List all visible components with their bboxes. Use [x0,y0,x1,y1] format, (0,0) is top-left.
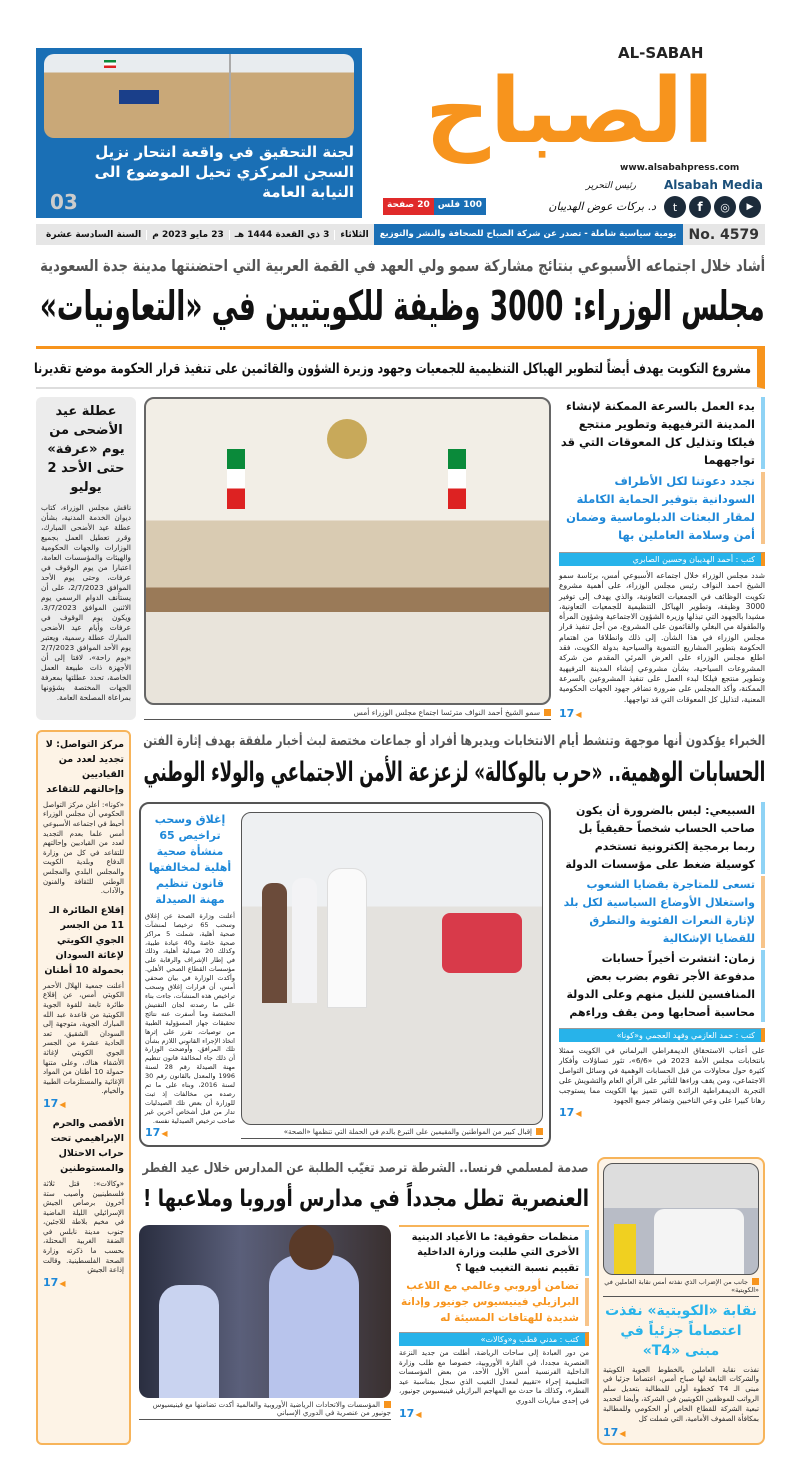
racism-kicker: صدمة لمسلمي فرنسا.. الشرطة ترصد تغيّب الطلبة عن المدارس خلال عيد الفطر [142,1160,589,1176]
cabinet-photo-caption: سمو الشيخ أحمد النواف مترئسا اجتماع مجلس الوزراء أمس [144,708,551,720]
racism-byline: كتب : مدني قطب و«وكالات» [399,1332,589,1346]
holiday-headline[interactable]: عطلة عيد الأضحى من يوم «عرفة» حتى الأحد 2 يوليو [47,404,125,495]
logo-en: AL-SABAH [618,44,704,62]
social-icons [664,196,761,218]
facebook-icon[interactable]: f [689,196,711,218]
racism-main [139,1157,589,1446]
racism-ref[interactable]: 17 ◀ [399,1407,589,1420]
sidebar-item1-body: «كونا»: أعلن مركز التواصل الحكومي أن مجلس الوزراء أحيط في اجتماعه الأسبوعي أمس علما بعدم التجديد لعدد من القياديين وإحالتهم للتقاعد في كل من وزارة الدفاع وبلدية الكويت والمجلس البلدي والمجلس الوطني للثقافة والفنون والآداب. [43,800,124,896]
price: 100 فلس [434,198,486,215]
lead-row [36,397,765,720]
fake-headline-wrap [139,751,765,798]
holiday-body: ناقش مجلس الوزراء، كتاب ديوان الخدمة المدنية، بشأن عطلة عيد الأضحى المبارك، وقرر تعطيل العمل بجميع الوزارات والجهات الحكومية والهيئات والمؤسسات العامة، اعتبارا من يوم الوقوف في عرفات، وحتى يوم الأحد الموافق 2/7/2023، على أن يستأنف الدوام الرسمي يوم الاثنين الموافق 3/7/2023، ويكون يوم الوقوف في عرفات وأيام عيد الأضحى المبارك عطلة رسمية، ويعتبر يوم الأحد الموافق 2/7/2023 «يوم راحة»، لافتا إلى أن الأجهزة ذات طبيعة العمل الخاصة، تحدد عطلتها بمعرفة الجهات المختصة بشؤونها بمراعاة المصلحة العامة. [41,503,131,702]
strike-ref[interactable]: 17 ◀ [603,1426,759,1439]
lead-kicker-wrap [36,255,765,277]
racism-headline[interactable]: العنصرية تطل مجدداً في مدارس أوروبا وملاعبها ! [143,1185,589,1212]
editor-signature: د. بركات عوض الهديبان [548,200,656,213]
sidebar-item2-ref[interactable]: 17 ◀ [43,1097,124,1110]
lead-byline: كتب : أحمد الهديبان وحسين الصابري [559,552,765,566]
fake-ref[interactable]: 17 ◀ [559,1106,765,1119]
sidebar-item2-body: أعلنت جمعية الهلال الأحمر الكويتي أمس، عن إقلاع طائرة تابعة للقوة الجوية الكويتية من قاعدة عبد الله المبارك الجوية، متوجهة إلى السودان الشقيق، تعد الحادية عشرة من الجسر الجوي الكويتي لإغاثة الأشقاء هناك، وعلى متنها حمولة 10 أطنان من المواد الإغاثية والمستلزمات الطبية والخيام. [43,981,124,1096]
youtube-icon[interactable]: ▶ [739,196,761,218]
blood-drive-caption: إقبال كبير من المواطنين والمقيمين على التبرع بالدم في الحملة التي تنظمها «الصحة» [241,1128,543,1139]
media-label: Alsabah Media [664,178,763,192]
lead-point-2: نجدد دعوتنا لكل الأطراف السودانية بتوفير الحماية الكاملة لمقار البعثات الدبلوماسية وضمان أمن وسلامة العاملين بها [559,472,765,544]
lead-headline[interactable]: مجلس الوزراء: 3000 وظيفة للكويتيين في «التعاونيات» [40,282,765,330]
sidebar-item1-headline[interactable]: مركز التواصل: لا تجديد لعدد من القياديين وإحالتهم للتقاعد [45,738,124,795]
sidebar-item3-headline[interactable]: الأقصى والحرم الإبراهيمي تحت حراب الاحتلال والمستوطنين [50,1117,124,1174]
cabinet-photo-col [144,397,551,720]
twitter-icon[interactable]: t [664,196,686,218]
fake-headline[interactable]: الحسابات الوهمية.. «حرب بالوكالة» لزعزعة الأمن الاجتماعي والولاء الوطني [143,756,765,788]
fake-kicker: الخبراء يؤكدون أنها موجهة وتنشط أيام الانتخابات ويديرها أفراد أو جماعات مختصة لبث أخبار ملفقة بهدف إثارة الفتن [142,732,765,749]
sidebar-item3-ref[interactable]: 17 ◀ [43,1276,124,1289]
racism-point-2: تضامن أوروبي وعالمي مع اللاعب البرازيلي فينيسيوس جونيور وإدانة شديدة للهتافات المسيئة له [399,1278,589,1326]
strike-caption: جانب من الإضراب الذي نفذته أمس نقابة العاملين في «الكويتية» [603,1278,759,1297]
fake-row [139,802,765,1147]
health-ref[interactable]: 17 ◀ [145,1126,235,1139]
fake-body: على أعتاب الاستحقاق الديمقراطي البرلماني في الكويت ممثلا بانتخابات مجلس الأمة 2023 في «6/6»، تثور تساؤلات وأفكار كثيرة حول محاولات من قبل الحسابات الوهمية في وسائل التواصل الاجتماعي، ومن يقف وراءها للتأثير على الرأي العام والتشويش على التجربة الديمقراطية الرائدة التي تتميز بها الكويت مما يستوجب رهانا كبيرا على وعي الناخبين وتضافر جميع الجهود [559,1045,765,1105]
prison-photo [44,54,354,138]
year: السنة السادسة عشرة [46,229,142,240]
racism-headline-wrap [139,1179,589,1221]
info-bar [36,224,765,245]
lead-body: شدد مجلس الوزراء خلال اجتماعه الأسبوعي أمس، برئاسة سمو الشيخ احمد النواف رئيس مجلس الوزراء، على أهمية مشروع تكويت الوظائف في الجمعيات التعاونية، والذي يهدف إلى توفير 3000 وظيفة، وتطوير الهياكل التنظيمية للجمعيات التعاونية، مشيدا بالجهود التي تبذلها وزيرة الشؤون الاجتماعية وشؤون المرأة والطفولة مي البغلي والقائمون على المشروع، من أجل تنفيذ قرار مجلس الوزراء في هذا الشأن. إلى ذلك وانطلاقا من اهتمام الحكومة بتطوير المشاريع التنموية والسياحية بدولة الكويت، فقد اطلع مجلس الوزراء على العرض المرئي المقدم من شركة المشروعات السياحية، بشأن مشروعي إنشاء المدينة الترفيهية وتطوير منتجع فيلكا لبدء العمل على تنفيذ المشروعين بالسرعة الممكنة، وأكد المجلس على ضرورة تضافر جهود الجهات الحكومية المعنية، لتذليل كل المعوقات التي قد تواجهها. [559,571,765,704]
lead-subhead-box [36,346,765,389]
vinicius-caption: المؤسسات والاتحادات الرياضية الأوروبية والعالمية أكدت تضامنها مع فينيسيوس جونيور من عنصرية في الدوري الإسباني [139,1401,391,1420]
sidebar-item2-headline[interactable]: إقلاع الطائرة الـ 11 من الجسر الجوي الكويتي لإغاثة السودان بحمولة 10 أطنان [44,904,124,976]
racism-story [399,1225,589,1420]
lead-points [559,397,765,720]
strike-box [597,1157,765,1446]
blood-drive-photo [241,812,543,1125]
logo: الصباح [425,59,714,164]
lead-point-1: بدء العمل بالسرعة الممكنة لإنشاء المدينة الترفيهية وتطوير منتجع فيلكا وتذليل كل المعوقات التي قد تواجههما [559,397,765,469]
health-box [139,802,551,1147]
lead-subhead: مشروع التكويت يهدف أيضاً لتطوير الهياكل التنظيمية للجمعيات وجهود وزيرة الشؤون والقائمين على تنفيذ قرار الحكومة موضع تقديرنا [34,361,751,377]
cabinet-photo [144,397,551,705]
gregorian-date: 23 مايو 2023 م [146,230,229,240]
blood-drive-col [241,812,543,1139]
tagline: يومية سياسية شاملة - تصدر عن شركة الصباح للصحافة والنشر والتوزيع [374,224,683,245]
hijri-date: 3 ذي القعدة 1444 هـ [229,230,335,240]
strike-body: نفذت نقابة العاملين بالخطوط الجوية الكويتية والشركات التابعة لها صباح أمس، اعتصاما جزئيا في مبنى الـ T4 كخطوة أولى للمطالبة بتعديل سلم الرواتب للموظفين الكويتيين في الشركة، وأيضا لتحديد تبعية الشركة للقطاع الخاص أو الحكومي وللمطالبة بمكافأة الصفوف الأمامية، التي شملت كل [603,1365,760,1423]
issue-number: No. 4579 [688,226,759,243]
fake-point-3: زمان: انتشرت أخيراً حسابات مدفوعة الأجر تقوم بضرب بعض المنافسين للنيل منهم وعلى الدولة محاسبة أصحابها ومن يقف وراءهم [559,950,765,1022]
vinicius-col [139,1225,391,1420]
news-sidebar [36,730,131,1446]
pages-count: 20 صفحة [383,198,434,215]
editor-title: رئيس التحرير [585,181,636,191]
editor-signature-wrap [516,198,656,214]
teaser-box[interactable] [36,48,362,218]
fake-point-2: تسعى للمتاجرة بقضايا الشعوب واستغلال الأوضاع السياسية لكل بلد لإثارة النعرات الفئوية والتطرق للقضايا الإشكالية [559,876,765,948]
racism-content [139,1225,589,1420]
health-headline[interactable]: إغلاق وسحب تراخيص 65 منشأة صحية أهلية لمخالفتها قانون تنظيم مهنة الصيدلة [148,812,232,906]
sidebar-item3-body: «وكالات»: قتل ثلاثة فلسطينيين وأصيب ستة آخرون برصاص الجيش الإسرائيلي الليلة الماضية في مخيم بلاطة للاجئين، جنوب مدينة نابلس في الضفة الغربية المحتلة، بحسب ما ذكرته وزارة الصحة الفلسطينية. وقالت إذاعة الجيش [43,1179,124,1275]
fake-byline: كتب : حمد العازمي وفهد العجمي و«كونا» [559,1028,765,1042]
lower-section [36,730,765,1446]
website[interactable]: www.alsabahpress.com [620,163,740,173]
vinicius-photo [139,1225,391,1398]
racism-point-1: منظمات حقوقية: ما الأعياد الدينية الأخرى التي طلبت وزارة الداخلية تقييم نسبة التغيب فيها ؟ [399,1230,589,1277]
day: الثلاثاء [334,230,373,240]
fake-points [559,802,765,1147]
teaser-page: 03 [50,190,78,214]
racism-body: من دور العبادة إلى ساحات الرياضة، أطلت من جديد النزعة العنصرية مجددا، في القارة الأوروبية، خصوصا مع طلب وزارة الداخلية الفرنسية أمس الأول الأحد، من بعض المؤسسات التعليمية إجراء «تقييم لمعدل التغيب الذي سجل بمناسبة عيد الفطر»، وكذلك ما حدث مع المهاجم البرازيلي فينيسيوس جونيور، في إحدى مباريات الدوري [399,1349,589,1406]
racism-row [139,1157,765,1446]
lead-kicker: أشاد خلال اجتماعه الأسبوعي بنتائج مشاركة سمو ولي العهد في القمة العربية التي احتضنتها مدينة جدة السعودية [39,256,765,275]
health-body: أعلنت وزارة الصحة عن إغلاق وسحب 65 ترخيصا لمنشآت صحية أهلية، شملت 5 مراكز صحية خاصة و40 عيادة طبية، وكذلك 20 صيدلية أهلية، وذلك في إطار الإشراف والرقابة على مؤسسات القطاع الصحي الأهلي. وأكدت الوزارة في بيان صحفي أمس، أن قرارات إغلاق وسحب تراخيص هذه المنشآت، جاءت بناء على ما رصدته لجان التفتيش المختصة وما أسفرت عنه نتائج تحقيقات جهاز المسؤولية الطبية من توصيات، تقرر على إثرها اتخاذ الإجراء القانوني اللازم بشأن تلك المرافق. وأوضحت الوزارة أن ذلك جاء لمخالفة قانون تنظيم مهنة الصيدلة رقم 28 لسنة 1996 والمعدل بالقانون رقم 30 لسنة 2016، وبناء على ما تم رصده من مخالفات إذ ثبت للوزارة أن بعض تلك الصيدليات تدار من قبل أشخاص آخرين غير صاحب ترخيص الصيدلية نفسه. [145,911,235,1125]
lead-ref[interactable]: 17 ◀ [559,707,765,720]
racism-kicker-wrap [139,1157,589,1179]
holiday-box [36,397,136,720]
lower-main [139,730,765,1446]
health-story [145,812,235,1139]
masthead [36,44,765,220]
instagram-icon[interactable]: ◎ [714,196,736,218]
fake-kicker-wrap [139,730,765,751]
fake-point-1: السبيعي: ليس بالضرورة أن يكون صاحب الحساب شخصاً حقيقياً بل ربما برمجية إلكترونية تستخدم كوسيلة ضغط على مؤسسات الدولة [559,802,765,874]
strike-photo [603,1163,759,1275]
lead-headline-wrap [36,277,765,344]
price-badge [383,198,486,215]
strike-headline[interactable]: نقابة «الكويتية» نفذت اعتصاماً جزئياً في مبنى «T4» [605,1302,757,1359]
teaser-headline: لجنة التحقيق في واقعة انتحار نزيل السجن المركزي تحيل الموضوع الى النيابة العامة [94,143,354,201]
